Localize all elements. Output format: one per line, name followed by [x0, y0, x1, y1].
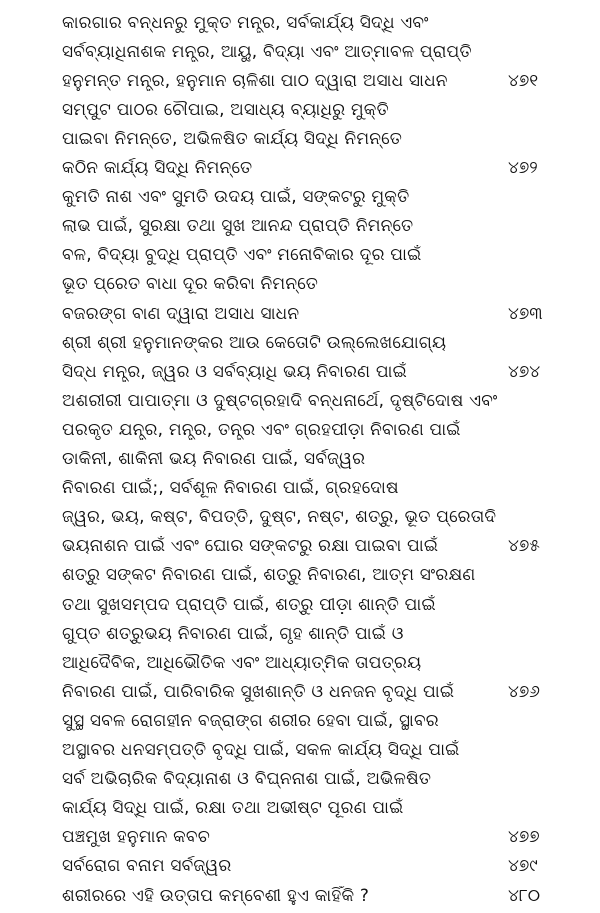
entry-text: ହନୁମନ୍ତ ମନ୍ତ୍ର, ହନୁମାନ ଚାଳିଶା ପାଠ ଦ୍ୱାରା ଅସାଧ ସାଧନ: [62, 70, 448, 91]
contents-entry: [62, 443, 582, 476]
entry-text: ଶରୀରରେ ଏହି ଉତ୍ତାପ କମ୍‌ବେଶୀ ହୁଏ କାହିଁକି ?: [62, 885, 370, 906]
contents-entry: [62, 821, 582, 854]
entry-text: ଆଧିଦୈବିକ, ଆଧିଭୌତିକ ଏବଂ ଆଧ୍ୟାତ୍ମିକ ତାପତ୍ରୟ: [62, 652, 422, 673]
contents-entry: [62, 384, 582, 417]
contents-entry: [62, 6, 582, 39]
entry-text: ସର୍ବରୋଗ ବନାମ ସର୍ବଜ୍ୱର: [62, 856, 232, 877]
contents-entry: [62, 472, 582, 505]
contents-entry: [62, 297, 582, 330]
entry-page-number: ୪୭୪: [508, 361, 541, 382]
contents-entry: [62, 93, 582, 126]
entry-page-number: ୪୭୩: [508, 303, 543, 324]
entry-text: ପାଇବା ନିମନ୍ତେ, ଅଭିଳଷିତ କାର୍ଯ୍ୟ ସିଦ୍ଧି ନିମନ୍ତେ: [62, 128, 403, 149]
entry-text: ପରକୃତ ଯନ୍ତ୍ର, ମନ୍ତ୍ର, ତନ୍ତ୍ର ଏବଂ ଗ୍ରହପୀଡ଼ା ନିବାରଣ ପାଇଁ: [62, 419, 461, 440]
entry-text: କାର୍ଯ୍ୟ ସିଦ୍ଧି ପାଇଁ, ରକ୍ଷା ତଥା ଅଭୀଷ୍ଟ ପୂରଣ ପାଇଁ: [62, 798, 404, 819]
contents-entry: [62, 268, 582, 301]
entry-text: ଗୁପ୍ତ ଶତ୍ରୁଭୟ ନିବାରଣ ପାଇଁ, ଗୃହ ଶାନ୍ତି ପାଇଁ ଓ: [62, 623, 404, 644]
contents-entry: [62, 326, 582, 359]
contents-entry: [62, 122, 582, 155]
entry-text: ଅସ୍ଥାବର ଧନସମ୍ପତ୍ତି ବୃଦ୍ଧି ପାଇଁ, ସକଳ କାର୍ଯ୍ୟ ସିଦ୍ଧି ପାଇଁ: [62, 740, 460, 760]
entry-text: ଅଶରୀରୀ ପାପାତ୍ମା ଓ ଦୁଷ୍ଟଗ୍ରହାଦି ବନ୍ଧନାର୍ଥେ, ଦୃଷ୍ଟିଦୋଷ ଏବଂ: [62, 390, 498, 411]
entry-page-number: ୪୭୧: [508, 70, 539, 91]
contents-entry: [62, 239, 582, 272]
contents-entry: [62, 763, 582, 796]
contents-entry: [62, 64, 582, 97]
entry-text: ଡାକିନୀ, ଶାକିନୀ ଭୟ ନିବାରଣ ପାଇଁ, ସର୍ବଜ୍ୱର: [62, 449, 366, 469]
entry-text: ନିବାରଣ ପାଇଁ, ପାରିବାରିକ ସୁଖଶାନ୍ତି ଓ ଧନଜନ ବୃଦ୍ଧି ପାଇଁ: [62, 681, 455, 702]
contents-entry: [62, 181, 582, 214]
entry-text: ଭୟନାଶନ ପାଇଁ ଏବଂ ଘୋର ସଙ୍କଟରୁ ରକ୍ଷା ପାଇବା ପାଇଁ: [62, 536, 439, 557]
contents-entry: [62, 588, 582, 621]
contents-entry: [62, 850, 582, 883]
entry-page-number: ୪୭୫: [508, 536, 540, 557]
entry-text: କଠିନ କାର୍ଯ୍ୟ ସିଦ୍ଧି ନିମନ୍ତେ: [62, 158, 253, 178]
contents-entry: [62, 35, 582, 68]
contents-entry: [62, 879, 582, 912]
contents-entry: [62, 559, 582, 592]
entry-page-number: ୪୭୨: [508, 158, 538, 178]
entry-text: ବଜରଙ୍ଗ ବାଣ ଦ୍ୱାରା ଅସାଧ ସାଧନ: [62, 303, 300, 324]
entry-text: ନିବାରଣ ପାଇଁ;, ସର୍ବଶୂଳ ନିବାରଣ ପାଇଁ, ଗ୍ରହଦୋଷ: [62, 478, 399, 499]
entry-text: ଲାଭ ପାଇଁ, ସୁରକ୍ଷା ତଥା ସୁଖ ଆନନ୍ଦ ପ୍ରାପ୍ତି ନିମନ୍ତେ: [62, 216, 414, 237]
entry-text: କୁମତି ନାଶ ଏବଂ ସୁମତି ଉଦୟ ପାଇଁ, ସଙ୍କଟରୁ ମୁକ୍ତି: [62, 187, 410, 208]
entry-text: ପଞ୍ଚମୁଖ ହନୁମାନ କବଚ: [62, 827, 210, 848]
contents-entry: [62, 530, 582, 563]
entry-page-number: ୪୭୭: [508, 827, 540, 848]
entry-page-number: ୪୮୦: [508, 885, 541, 906]
entry-text: ଜ୍ୱର, ଭୟ, କଷ୍ଟ, ବିପତ୍ତି, ଦୁଷ୍ଟ, ନଷ୍ଟ, ଶତ୍ରୁ, ଭୂତ ପ୍ରେତାଦି: [62, 507, 497, 528]
entry-text: ଭୂତ ପ୍ରେତ ବାଧା ଦୂର କରିବା ନିମନ୍ତେ: [62, 274, 319, 295]
contents-entry: [62, 646, 582, 679]
contents-entry: [62, 152, 582, 185]
contents-entry: [62, 413, 582, 446]
entry-text: ଶତ୍ରୁ ସଙ୍କଟ ନିବାରଣ ପାଇଁ, ଶତ୍ରୁ ନିବାରଣ, ଆତ୍ମ ସଂରକ୍ଷଣ: [62, 565, 476, 586]
entry-text: ବଳ, ବିଦ୍ୟା ବୁଦ୍ଧି ପ୍ରାପ୍ତି ଏବଂ ମନୋବିକାର ଦୂର ପାଇଁ: [62, 245, 422, 266]
entry-page-number: ୪୭୬: [508, 681, 540, 702]
entry-text: ସର୍ବ ଅଭିଚାରିକ ବିଦ୍ୟାନାଶ ଓ ବିଘ୍ନନାଶ ପାଇଁ, ଅଭିଳଷିତ: [62, 769, 432, 790]
contents-entry: [62, 734, 582, 767]
entry-text: ସୁସ୍ଥ ସବଳ ରୋଗହୀନ ବଜ୍ରାଙ୍ଗ ଶରୀର ହେବା ପାଇଁ, ସ୍ଥାବର: [62, 710, 439, 731]
entry-text: କାରଗାର ବନ୍ଧନରୁ ମୁକ୍ତ ମନ୍ତ୍ର, ସର୍ବକାର୍ଯ୍ୟ ସିଦ୍ଧି ଏବଂ: [62, 12, 429, 33]
contents-entry: [62, 792, 582, 825]
contents-entry: [62, 617, 582, 650]
contents-entry: [62, 675, 582, 708]
contents-entry: [62, 501, 582, 534]
entry-text: ଶ୍ରୀ ଶ୍ରୀ ହନୁମାନଙ୍କର ଆଉ କେତୋଟି ଉଲ୍ଲେଖଯୋଗ୍ୟ: [62, 332, 447, 353]
entry-text: ସିଦ୍ଧ ମନ୍ତ୍ର, ଜ୍ୱର ଓ ସର୍ବବ୍ୟାଧି ଭୟ ନିବାରଣ ପାଇଁ: [62, 361, 407, 382]
contents-entry: [62, 355, 582, 388]
entry-text: ସମ୍ପୁଟ ପାଠର ଚୌପାଇ, ଅସାଧ୍ୟ ବ୍ୟାଧିରୁ ମୁକ୍ତି: [62, 99, 389, 120]
entry-text: ସର୍ବବ୍ୟାଧିନାଶକ ମନ୍ତ୍ର, ଆୟୁ, ବିଦ୍ୟା ଏବଂ ଆତ୍ମାବଳ ପ୍ରାପ୍ତି: [62, 41, 472, 62]
entry-text: ତଥା ସୁଖସମ୍ପଦ ପ୍ରାପ୍ତି ପାଇଁ, ଶତ୍ରୁ ପୀଡ଼ା ଶାନ୍ତି ପାଇଁ: [62, 594, 436, 615]
contents-entry: [62, 210, 582, 243]
entry-page-number: ୪୭୯: [508, 856, 538, 877]
contents-entry: [62, 704, 582, 737]
